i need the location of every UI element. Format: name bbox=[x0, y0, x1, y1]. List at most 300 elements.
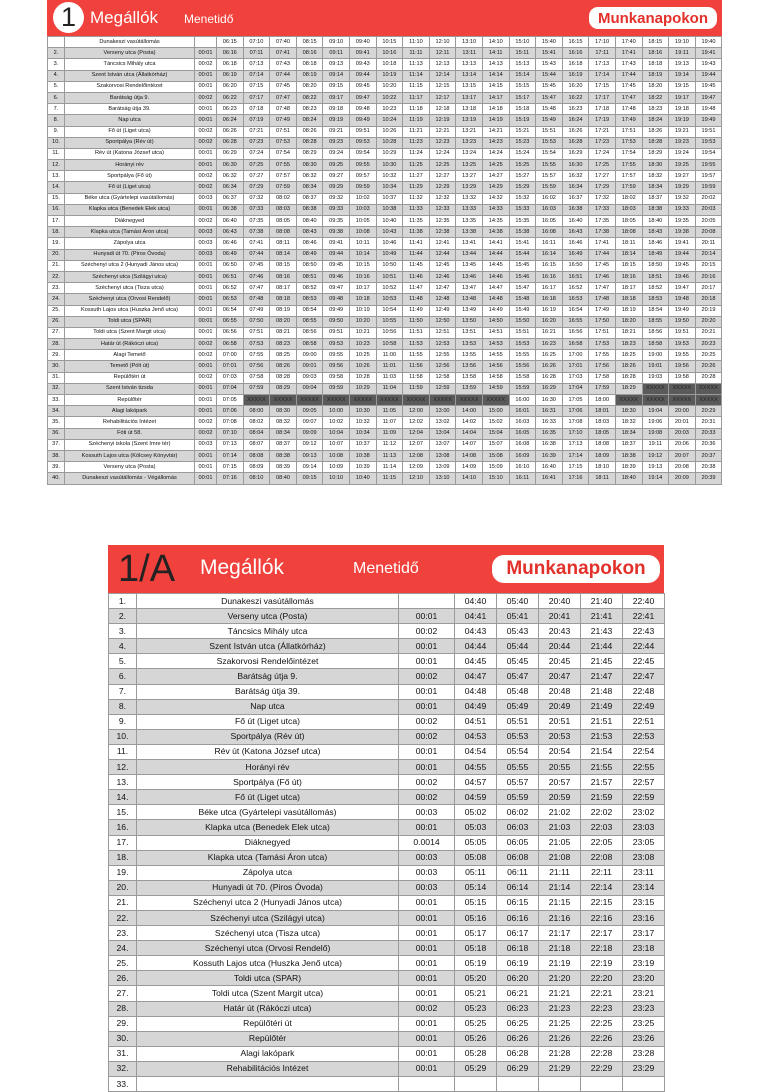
departure-time: 11:14 bbox=[376, 462, 403, 473]
departure-time: 19:44 bbox=[695, 70, 722, 81]
stop-name: Hunyadi út 70. (Piros Óvoda) bbox=[65, 249, 195, 260]
stop-number: 19. bbox=[48, 238, 65, 249]
departure-time: 05:03 bbox=[455, 820, 497, 835]
travel-time: 00:02 bbox=[195, 92, 217, 103]
departure-time: 17:53 bbox=[615, 137, 642, 148]
timetable-row bbox=[48, 462, 722, 473]
departure-time: 09:32 bbox=[323, 193, 350, 204]
timetable-row bbox=[109, 956, 665, 971]
departure-time: 05:40 bbox=[497, 594, 539, 609]
departure-time: 08:58 bbox=[296, 339, 323, 350]
departure-time: 11:10 bbox=[403, 37, 430, 48]
departure-time: 06:16 bbox=[497, 910, 539, 925]
stop-name: Diáknegyed bbox=[137, 835, 399, 850]
departure-time: 18:01 bbox=[589, 406, 616, 417]
departure-time: 19:21 bbox=[669, 126, 696, 137]
departure-time: 09:33 bbox=[323, 204, 350, 215]
travel-time: 00:01 bbox=[195, 473, 217, 484]
stop-number: 14. bbox=[48, 182, 65, 193]
travel-time: 00:01 bbox=[195, 204, 217, 215]
route-1a-timetable bbox=[108, 593, 665, 1092]
departure-time: 09:58 bbox=[323, 372, 350, 383]
departure-time: 06:46 bbox=[217, 238, 244, 249]
timetable-row bbox=[48, 327, 722, 338]
departure-time: 14:10 bbox=[456, 473, 483, 484]
departure-time: 19:45 bbox=[669, 260, 696, 271]
departure-time: 10:34 bbox=[376, 182, 403, 193]
departure-time: 21:16 bbox=[539, 910, 581, 925]
departure-time: 22:18 bbox=[581, 941, 623, 956]
departure-time: XXXXX bbox=[243, 395, 270, 406]
departure-time: 16:32 bbox=[562, 171, 589, 182]
stop-number: 20. bbox=[48, 249, 65, 260]
departure-time: 08:28 bbox=[296, 137, 323, 148]
departure-time: 09:53 bbox=[349, 137, 376, 148]
departure-time: 11:38 bbox=[403, 227, 430, 238]
departure-time: 12:38 bbox=[429, 227, 456, 238]
departure-time: 04:59 bbox=[455, 790, 497, 805]
departure-time: 06:03 bbox=[497, 820, 539, 835]
departure-time: 13:38 bbox=[456, 227, 483, 238]
departure-time: 05:29 bbox=[455, 1061, 497, 1076]
timetable-row bbox=[109, 850, 665, 865]
departure-time: 06:52 bbox=[217, 283, 244, 294]
departure-time: 11:32 bbox=[403, 193, 430, 204]
travel-time: 00:02 bbox=[195, 216, 217, 227]
departure-time: 12:09 bbox=[403, 462, 430, 473]
stop-name: Fóti út 58. bbox=[65, 428, 195, 439]
stop-number: 27. bbox=[109, 986, 137, 1001]
stop-number: 12. bbox=[48, 160, 65, 171]
departure-time: 05:54 bbox=[497, 744, 539, 759]
departure-time: 11:19 bbox=[403, 115, 430, 126]
timetable-row bbox=[109, 895, 665, 910]
departure-time: 05:57 bbox=[497, 775, 539, 790]
departure-time: 17:11 bbox=[589, 48, 616, 59]
stop-number: 16. bbox=[109, 820, 137, 835]
departure-time: 22:19 bbox=[581, 956, 623, 971]
travel-time: 00:03 bbox=[399, 865, 455, 880]
departure-time: 17:56 bbox=[589, 361, 616, 372]
departure-time: 06:50 bbox=[217, 260, 244, 271]
departure-time: 14:49 bbox=[482, 305, 509, 316]
departure-time: 20:00 bbox=[669, 406, 696, 417]
departure-time: 16:20 bbox=[536, 316, 563, 327]
departure-time: 09:49 bbox=[323, 305, 350, 316]
departure-time: 18:56 bbox=[642, 327, 669, 338]
departure-time: 19:15 bbox=[669, 81, 696, 92]
departure-time: 12:41 bbox=[429, 238, 456, 249]
departure-time: 07:48 bbox=[270, 104, 297, 115]
departure-time: 07:41 bbox=[270, 48, 297, 59]
departure-time: 13:51 bbox=[456, 327, 483, 338]
departure-time: 17:55 bbox=[615, 160, 642, 171]
departure-time: 19:51 bbox=[695, 126, 722, 137]
departure-time: 18:55 bbox=[642, 316, 669, 327]
departure-time: 07:15 bbox=[217, 462, 244, 473]
departure-time: 22:20 bbox=[581, 971, 623, 986]
departure-time: 21:25 bbox=[539, 1016, 581, 1031]
departure-time bbox=[455, 1077, 497, 1092]
departure-time: 12:18 bbox=[429, 104, 456, 115]
departure-time: 11:35 bbox=[403, 216, 430, 227]
travel-time: 00:03 bbox=[195, 249, 217, 260]
departure-time: 16:11 bbox=[509, 473, 536, 484]
departure-time: 21:40 bbox=[581, 594, 623, 609]
timetable-row bbox=[48, 204, 722, 215]
travel-time: 00:03 bbox=[195, 227, 217, 238]
departure-time: 15:51 bbox=[536, 126, 563, 137]
departure-time: 17:50 bbox=[589, 316, 616, 327]
departure-time: 16:08 bbox=[509, 439, 536, 450]
departure-time: 08:32 bbox=[270, 417, 297, 428]
departure-time: 07:27 bbox=[243, 171, 270, 182]
stop-name: Szent István utca (Állatkórház) bbox=[65, 70, 195, 81]
departure-time: 22:21 bbox=[581, 986, 623, 1001]
departure-time: 22:48 bbox=[623, 684, 665, 699]
departure-time: 23:02 bbox=[623, 805, 665, 820]
departure-time: 15:15 bbox=[509, 81, 536, 92]
departure-time: 13:13 bbox=[456, 59, 483, 70]
timetable-row bbox=[48, 137, 722, 148]
departure-time: 11:46 bbox=[403, 271, 430, 282]
departure-time: 07:40 bbox=[270, 37, 297, 48]
departure-time: 14:09 bbox=[456, 462, 483, 473]
departure-time: 09:21 bbox=[323, 126, 350, 137]
departure-time: 17:03 bbox=[562, 372, 589, 383]
departure-time: 22:54 bbox=[623, 744, 665, 759]
departure-time: 15:50 bbox=[509, 316, 536, 327]
stop-name: Toldi utca (SPAR) bbox=[65, 316, 195, 327]
departure-time: 20:02 bbox=[695, 193, 722, 204]
travel-time: 00:01 bbox=[399, 971, 455, 986]
stop-number: 18. bbox=[109, 850, 137, 865]
travel-time-header: Menetidő bbox=[353, 560, 419, 577]
departure-time: 15:48 bbox=[536, 104, 563, 115]
departure-time: 22:11 bbox=[581, 865, 623, 880]
stop-number: 2. bbox=[48, 48, 65, 59]
departure-time: 04:48 bbox=[455, 684, 497, 699]
stop-number: 32. bbox=[109, 1061, 137, 1076]
departure-time: 15:10 bbox=[509, 37, 536, 48]
departure-time: 18:53 bbox=[642, 294, 669, 305]
departure-time: 05:25 bbox=[455, 1016, 497, 1031]
departure-time: 09:10 bbox=[323, 37, 350, 48]
stop-name: Klapka utca (Benedek Elek utca) bbox=[65, 204, 195, 215]
departure-time: 17:44 bbox=[615, 70, 642, 81]
departure-time: 09:57 bbox=[349, 171, 376, 182]
timetable-row bbox=[48, 115, 722, 126]
departure-time: 04:47 bbox=[455, 669, 497, 684]
departure-time: 08:20 bbox=[270, 316, 297, 327]
departure-time: 07:51 bbox=[243, 327, 270, 338]
departure-time: 21:53 bbox=[581, 729, 623, 744]
departure-time: 22:05 bbox=[581, 835, 623, 850]
stop-number: 6. bbox=[109, 669, 137, 684]
departure-time: 19:48 bbox=[669, 294, 696, 305]
departure-time: 16:53 bbox=[562, 294, 589, 305]
departure-time: 08:00 bbox=[243, 406, 270, 417]
departure-time: 08:51 bbox=[296, 271, 323, 282]
departure-time: 20:17 bbox=[695, 283, 722, 294]
route-1a-header bbox=[108, 545, 664, 593]
stop-name: Kossuth Lajos utca (Huszka Jenő utca) bbox=[65, 305, 195, 316]
departure-time: 12:00 bbox=[403, 406, 430, 417]
stop-number: 30. bbox=[48, 361, 65, 372]
departure-time: 11:51 bbox=[403, 327, 430, 338]
stop-name: Rév út (Katona József utca) bbox=[137, 744, 399, 759]
departure-time: 17:06 bbox=[562, 406, 589, 417]
departure-time: 07:38 bbox=[243, 227, 270, 238]
departure-time: 20:18 bbox=[695, 294, 722, 305]
departure-time: 11:59 bbox=[403, 383, 430, 394]
departure-time: 16:37 bbox=[562, 193, 589, 204]
departure-time: 10:21 bbox=[349, 327, 376, 338]
stop-name: Rév út (Katona József utca) bbox=[65, 148, 195, 159]
departure-time: 23:18 bbox=[623, 941, 665, 956]
travel-time: 00:01 bbox=[399, 654, 455, 669]
stop-name: Kossuth Lajos utca (Kölcsey Könyvtár) bbox=[65, 450, 195, 461]
departure-time: 06:55 bbox=[217, 316, 244, 327]
stop-number: 9. bbox=[109, 714, 137, 729]
departure-time: 20:21 bbox=[695, 327, 722, 338]
travel-time: 00:01 bbox=[399, 639, 455, 654]
stop-number: 13. bbox=[109, 775, 137, 790]
departure-time: 12:47 bbox=[429, 283, 456, 294]
departure-time: 13:35 bbox=[456, 216, 483, 227]
departure-time: 16:40 bbox=[562, 216, 589, 227]
departure-time: 18:08 bbox=[589, 439, 616, 450]
departure-time: 20:48 bbox=[539, 684, 581, 699]
departure-time: 14:15 bbox=[482, 81, 509, 92]
departure-time: 07:10 bbox=[217, 428, 244, 439]
departure-time: 19:43 bbox=[695, 59, 722, 70]
stop-number: 17. bbox=[48, 216, 65, 227]
departure-time: 11:33 bbox=[403, 204, 430, 215]
departure-time: XXXXX bbox=[695, 383, 722, 394]
departure-time: 16:28 bbox=[536, 372, 563, 383]
timetable-row bbox=[48, 70, 722, 81]
departure-time: 08:39 bbox=[270, 462, 297, 473]
departure-time: 23:17 bbox=[623, 926, 665, 941]
departure-time: 08:55 bbox=[296, 316, 323, 327]
timetable-row bbox=[109, 639, 665, 654]
departure-time: 20:15 bbox=[695, 260, 722, 271]
departure-time: 17:47 bbox=[615, 92, 642, 103]
route-number: 1 bbox=[60, 2, 77, 32]
departure-time: 06:37 bbox=[217, 193, 244, 204]
departure-time: 05:51 bbox=[497, 714, 539, 729]
departure-time: 14:33 bbox=[482, 204, 509, 215]
departure-time: 18:32 bbox=[615, 417, 642, 428]
departure-time: 06:58 bbox=[217, 339, 244, 350]
departure-time: 17:23 bbox=[589, 137, 616, 148]
departure-time: 09:24 bbox=[323, 148, 350, 159]
departure-time: 15:54 bbox=[536, 148, 563, 159]
departure-time: XXXXX bbox=[376, 395, 403, 406]
departure-time: 11:18 bbox=[403, 104, 430, 115]
departure-time: 12:02 bbox=[403, 417, 430, 428]
departure-time: 17:05 bbox=[562, 395, 589, 406]
departure-time: 09:35 bbox=[323, 216, 350, 227]
departure-time: 11:12 bbox=[376, 439, 403, 450]
timetable-row bbox=[48, 439, 722, 450]
departure-time: 21:15 bbox=[539, 895, 581, 910]
departure-time: 17:55 bbox=[589, 350, 616, 361]
departure-time: 18:11 bbox=[615, 238, 642, 249]
departure-time: 20:20 bbox=[695, 316, 722, 327]
departure-time: XXXXX bbox=[403, 395, 430, 406]
departure-time: 18:19 bbox=[642, 70, 669, 81]
departure-time: 09:00 bbox=[296, 350, 323, 361]
departure-time: XXXXX bbox=[615, 395, 642, 406]
departure-time: 15:49 bbox=[509, 305, 536, 316]
departure-time: 10:22 bbox=[376, 92, 403, 103]
departure-time: 21:48 bbox=[581, 684, 623, 699]
stop-number: 5. bbox=[109, 654, 137, 669]
departure-time: 17:04 bbox=[562, 383, 589, 394]
departure-time: 07:21 bbox=[243, 126, 270, 137]
stop-name: Klapka utca (Benedek Elek utca) bbox=[137, 820, 399, 835]
departure-time: 21:23 bbox=[539, 1001, 581, 1016]
departure-time: 10:50 bbox=[376, 260, 403, 271]
departure-time: 18:23 bbox=[615, 339, 642, 350]
departure-time: 06:23 bbox=[497, 1001, 539, 1016]
departure-time: 06:11 bbox=[497, 865, 539, 880]
departure-time: 17:00 bbox=[562, 350, 589, 361]
departure-time: 07:17 bbox=[243, 92, 270, 103]
departure-time: 13:02 bbox=[429, 417, 456, 428]
stop-number: 29. bbox=[48, 350, 65, 361]
departure-time: 15:24 bbox=[509, 148, 536, 159]
stop-name: Sportpálya (Fő út) bbox=[137, 775, 399, 790]
stop-number: 33. bbox=[48, 395, 65, 406]
departure-time: 18:05 bbox=[589, 428, 616, 439]
departure-time: 13:47 bbox=[456, 283, 483, 294]
stop-number: 28. bbox=[48, 339, 65, 350]
departure-time: 06:26 bbox=[497, 1031, 539, 1046]
departure-time: 19:29 bbox=[669, 182, 696, 193]
departure-time: 14:17 bbox=[482, 92, 509, 103]
departure-time: 08:21 bbox=[270, 327, 297, 338]
stop-number: 8. bbox=[48, 115, 65, 126]
departure-time: 07:59 bbox=[270, 182, 297, 193]
travel-time: 00:01 bbox=[399, 910, 455, 925]
departure-time: 17:27 bbox=[589, 171, 616, 182]
departure-time: 18:05 bbox=[615, 216, 642, 227]
departure-time: 16:15 bbox=[536, 260, 563, 271]
departure-time: 23:28 bbox=[623, 1046, 665, 1061]
timetable-row bbox=[48, 126, 722, 137]
departure-time: 19:32 bbox=[669, 193, 696, 204]
departure-time: 09:55 bbox=[349, 160, 376, 171]
stop-number: 22. bbox=[109, 910, 137, 925]
timetable-row bbox=[48, 182, 722, 193]
departure-time: 19:53 bbox=[669, 339, 696, 350]
departure-time: 17:25 bbox=[589, 160, 616, 171]
departure-time: 17:51 bbox=[589, 327, 616, 338]
departure-time: 18:21 bbox=[615, 327, 642, 338]
departure-time: 09:47 bbox=[323, 283, 350, 294]
travel-time: 00:01 bbox=[195, 406, 217, 417]
stop-name: Toldi utca (Szent Margit utca) bbox=[137, 986, 399, 1001]
departure-time: 17:51 bbox=[615, 126, 642, 137]
departure-time: 15:07 bbox=[482, 439, 509, 450]
departure-time: XXXXX bbox=[482, 395, 509, 406]
timetable-row bbox=[48, 450, 722, 461]
departure-time: 12:48 bbox=[429, 294, 456, 305]
departure-time: 08:49 bbox=[296, 249, 323, 260]
departure-time: 08:14 bbox=[270, 249, 297, 260]
departure-time: 09:27 bbox=[323, 171, 350, 182]
departure-time: 21:28 bbox=[539, 1046, 581, 1061]
departure-time: 19:12 bbox=[642, 450, 669, 461]
departure-time: 21:49 bbox=[581, 699, 623, 714]
departure-time: 09:45 bbox=[323, 260, 350, 271]
departure-time: 09:15 bbox=[323, 81, 350, 92]
departure-time: 07:19 bbox=[243, 115, 270, 126]
stop-number: 24. bbox=[48, 294, 65, 305]
departure-time: 07:08 bbox=[217, 417, 244, 428]
departure-time: 18:23 bbox=[642, 104, 669, 115]
departure-time: 06:25 bbox=[497, 1016, 539, 1031]
departure-time: 22:55 bbox=[623, 760, 665, 775]
departure-time: 15:41 bbox=[509, 238, 536, 249]
travel-time: 00:01 bbox=[195, 104, 217, 115]
departure-time: 15:59 bbox=[509, 383, 536, 394]
departure-time: 07:18 bbox=[243, 104, 270, 115]
stop-number: 26. bbox=[109, 971, 137, 986]
departure-time: 07:44 bbox=[270, 70, 297, 81]
departure-time: 10:07 bbox=[323, 439, 350, 450]
departure-time: 11:48 bbox=[403, 294, 430, 305]
departure-time: 06:34 bbox=[217, 182, 244, 193]
departure-time: XXXXX bbox=[323, 395, 350, 406]
departure-time: 17:18 bbox=[589, 104, 616, 115]
departure-time: 07:29 bbox=[243, 182, 270, 193]
departure-time: 07:13 bbox=[243, 59, 270, 70]
timetable-row bbox=[109, 699, 665, 714]
departure-time: 08:26 bbox=[270, 361, 297, 372]
departure-time: 07:15 bbox=[243, 81, 270, 92]
departure-time: 17:21 bbox=[589, 126, 616, 137]
travel-time: 00:01 bbox=[195, 361, 217, 372]
stop-number: 32. bbox=[48, 383, 65, 394]
departure-time: 05:59 bbox=[497, 790, 539, 805]
route-number-badge bbox=[53, 2, 84, 33]
stop-number: 21. bbox=[48, 260, 65, 271]
timetable-row bbox=[109, 714, 665, 729]
departure-time: 19:46 bbox=[669, 271, 696, 282]
departure-time: 20:28 bbox=[695, 372, 722, 383]
departure-time: 09:07 bbox=[296, 417, 323, 428]
departure-time: 18:51 bbox=[642, 271, 669, 282]
departure-time: 09:47 bbox=[349, 92, 376, 103]
stop-name: Fő út (Liget utca) bbox=[65, 182, 195, 193]
departure-time: 13:00 bbox=[429, 406, 456, 417]
travel-time: 00:01 bbox=[399, 744, 455, 759]
departure-time: XXXXX bbox=[456, 395, 483, 406]
stop-name: Nap utca bbox=[65, 115, 195, 126]
departure-time: 11:03 bbox=[376, 372, 403, 383]
stop-number: 38. bbox=[48, 450, 65, 461]
departure-time: 08:23 bbox=[296, 104, 323, 115]
departure-time: 11:13 bbox=[403, 59, 430, 70]
departure-time: 17:41 bbox=[615, 48, 642, 59]
departure-time: 15:00 bbox=[482, 406, 509, 417]
departure-time: 22:17 bbox=[581, 926, 623, 941]
stop-name: Széchenyi utca (Tisza utca) bbox=[65, 283, 195, 294]
